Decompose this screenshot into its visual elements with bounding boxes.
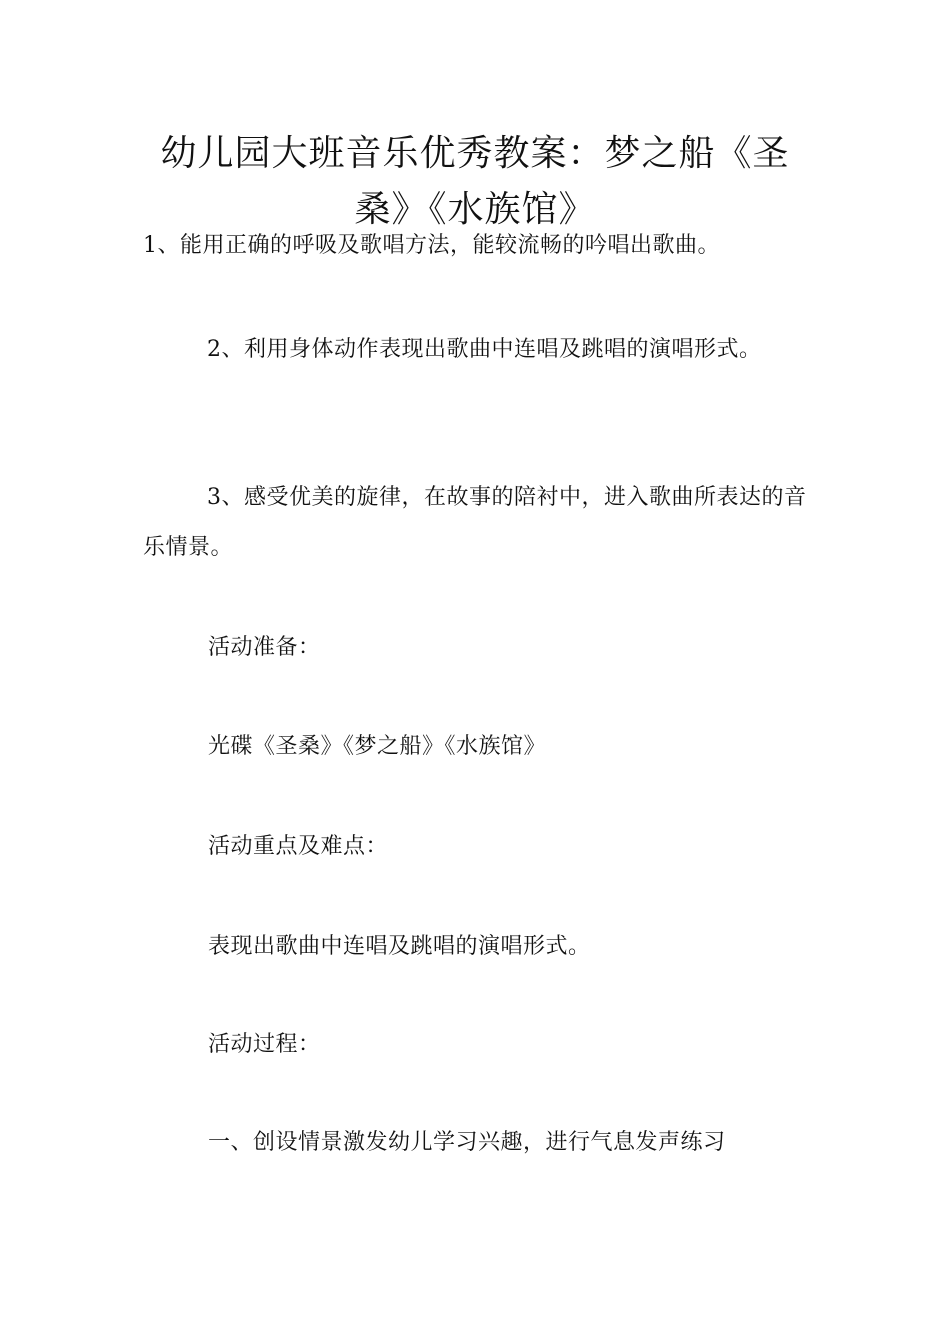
goal-3-paragraph: 3、感受优美的旋律，在故事的陪衬中，进入歌曲所表达的音乐情景。: [143, 485, 807, 560]
process-step-1: 一、创设情景激发幼儿学习兴趣，进行气息发声练习: [208, 1130, 726, 1155]
preparation-heading: 活动准备：: [208, 635, 321, 660]
goal-1-paragraph: 1、能用正确的呼吸及歌唱方法，能较流畅的吟唱出歌曲。: [143, 233, 720, 258]
document-title: 幼儿园大班音乐优秀教案：梦之船《圣桑》《水族馆》: [160, 133, 790, 230]
preparation-content: 光碟《圣桑》《梦之船》《水族馆》: [208, 734, 547, 759]
focus-content: 表现出歌曲中连唱及跳唱的演唱形式。: [208, 934, 591, 959]
process-heading: 活动过程：: [208, 1032, 321, 1057]
focus-heading: 活动重点及难点：: [208, 834, 389, 859]
goal-2-paragraph: 2、利用身体动作表现出歌曲中连唱及跳唱的演唱形式。: [207, 337, 762, 362]
